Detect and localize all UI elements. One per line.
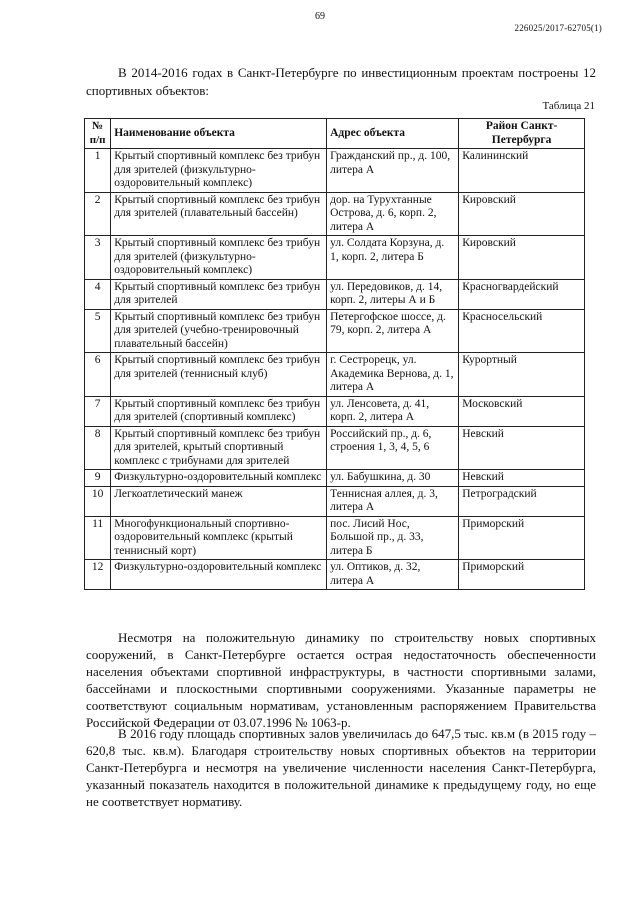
row-address: ул. Передовиков, д. 14, корп. 2, литеры А и Б: [327, 279, 459, 309]
row-district: Невский: [459, 470, 585, 487]
row-district: Кировский: [459, 236, 585, 280]
body-paragraph: В 2016 году площадь спортивных залов увеличилась до 647,5 тыс. кв.м (в 2015 году – 620,8 тыс. кв.м). Благодаря строительству новых спортивных объектов на территории Санкт-Петербурга и несмотря на увеличение численности населения Санкт-Петербурга, указанный показатель находится в положительной динамике к предыдущему году, но еще не соответствует нормативу.: [86, 726, 596, 809]
row-address: Теннисная аллея, д. 3, литера А: [327, 486, 459, 516]
row-district: Приморский: [459, 516, 585, 560]
row-address: г. Сестрорецк, ул. Академика Вернова, д. 1, литера А: [327, 353, 459, 397]
row-district: Курортный: [459, 353, 585, 397]
row-name: Крытый спортивный комплекс без трибун для зрителей: [111, 279, 327, 309]
row-num: 5: [85, 309, 111, 353]
row-num: 7: [85, 396, 111, 426]
row-name: Легкоатлетический манеж: [111, 486, 327, 516]
header-name: Наименование объекта: [111, 119, 327, 149]
row-address: ул. Солдата Корзуна, д. 1, корп. 2, литера Б: [327, 236, 459, 280]
table-row: [85, 470, 585, 487]
row-name: Крытый спортивный комплекс без трибун для зрителей (плавательный бассейн): [111, 192, 327, 236]
row-address: Гражданский пр., д. 100, литера А: [327, 149, 459, 193]
row-district: Красносельский: [459, 309, 585, 353]
table-row: [85, 426, 585, 470]
table-row: [85, 353, 585, 397]
document-id: 226025/2017-62705(1): [514, 23, 602, 33]
row-address: ул. Ленсовета, д. 41, корп. 2, литера А: [327, 396, 459, 426]
row-num: 1: [85, 149, 111, 193]
table-row: [85, 236, 585, 280]
row-num: 6: [85, 353, 111, 397]
row-address: ул. Бабушкина, д. 30: [327, 470, 459, 487]
row-num: 12: [85, 560, 111, 590]
header-district: Район Санкт-Петербурга: [459, 119, 585, 149]
intro-paragraph: В 2014-2016 годах в Санкт-Петербурге по инвестиционным проектам построены 12 спортивных объектов:: [86, 65, 596, 98]
header-address: Адрес объекта: [327, 119, 459, 149]
row-district: Петроградский: [459, 486, 585, 516]
row-name: Крытый спортивный комплекс без трибун для зрителей, крытый спортивный комплекс с трибунами для зрителей: [111, 426, 327, 470]
row-num: 8: [85, 426, 111, 470]
row-district: Московский: [459, 396, 585, 426]
row-name: Крытый спортивный комплекс без трибун для зрителей (физкультурно-оздоровительный комплекс): [111, 149, 327, 193]
row-num: 3: [85, 236, 111, 280]
row-district: Красногвардейский: [459, 279, 585, 309]
row-address: пос. Лисий Нос, Большой пр., д. 33, литера Б: [327, 516, 459, 560]
table-row: [85, 396, 585, 426]
row-name: Физкультурно-оздоровительный комплекс: [111, 470, 327, 487]
row-name: Крытый спортивный комплекс без трибун для зрителей (спортивный комплекс): [111, 396, 327, 426]
row-num: 9: [85, 470, 111, 487]
table-header-row: [85, 119, 585, 149]
row-name: Крытый спортивный комплекс без трибун для зрителей (учебно-тренировочный плавательный бассейн): [111, 309, 327, 353]
row-district: Кировский: [459, 192, 585, 236]
row-district: Калининский: [459, 149, 585, 193]
table-row: [85, 486, 585, 516]
row-name: Крытый спортивный комплекс без трибун для зрителей (физкультурно-оздоровительный комплекс): [111, 236, 327, 280]
table-row: [85, 192, 585, 236]
row-district: Приморский: [459, 560, 585, 590]
row-address: дор. на Турухтанные Острова, д. 6, корп. 2, литера А: [327, 192, 459, 236]
table-row: [85, 279, 585, 309]
table-label: Таблица 21: [542, 100, 595, 112]
page-number: 69: [315, 11, 325, 22]
row-address: ул. Оптиков, д. 32, литера А: [327, 560, 459, 590]
table-row: [85, 149, 585, 193]
row-num: 11: [85, 516, 111, 560]
row-address: Российский пр., д. 6, строения 1, 3, 4, 5, 6: [327, 426, 459, 470]
row-name: Многофункциональный спортивно-оздоровительный комплекс (крытый теннисный корт): [111, 516, 327, 560]
row-name: Физкультурно-оздоровительный комплекс: [111, 560, 327, 590]
table-row: [85, 309, 585, 353]
table-row: [85, 516, 585, 560]
row-num: 4: [85, 279, 111, 309]
row-district: Невский: [459, 426, 585, 470]
row-num: 10: [85, 486, 111, 516]
sports-objects-table: [84, 118, 585, 590]
row-num: 2: [85, 192, 111, 236]
body-paragraph: Несмотря на положительную динамику по строительству новых спортивных сооружений, в Санкт-Петербурге остается острая недостаточность обеспеченности населения объектами спортивной инфраструктуры, в частности спортивными залами, бассейнами и плоскостными спортивными сооружениями. Указанные параметры не соответствуют социальным нормативам, установленным распоряжением Правительства Российской Федерации от 03.07.1996 № 1063-р.: [86, 630, 596, 730]
row-name: Крытый спортивный комплекс без трибун для зрителей (теннисный клуб): [111, 353, 327, 397]
header-num: № п/п: [85, 119, 111, 149]
table-row: [85, 560, 585, 590]
row-address: Петергофское шоссе, д. 79, корп. 2, литера А: [327, 309, 459, 353]
